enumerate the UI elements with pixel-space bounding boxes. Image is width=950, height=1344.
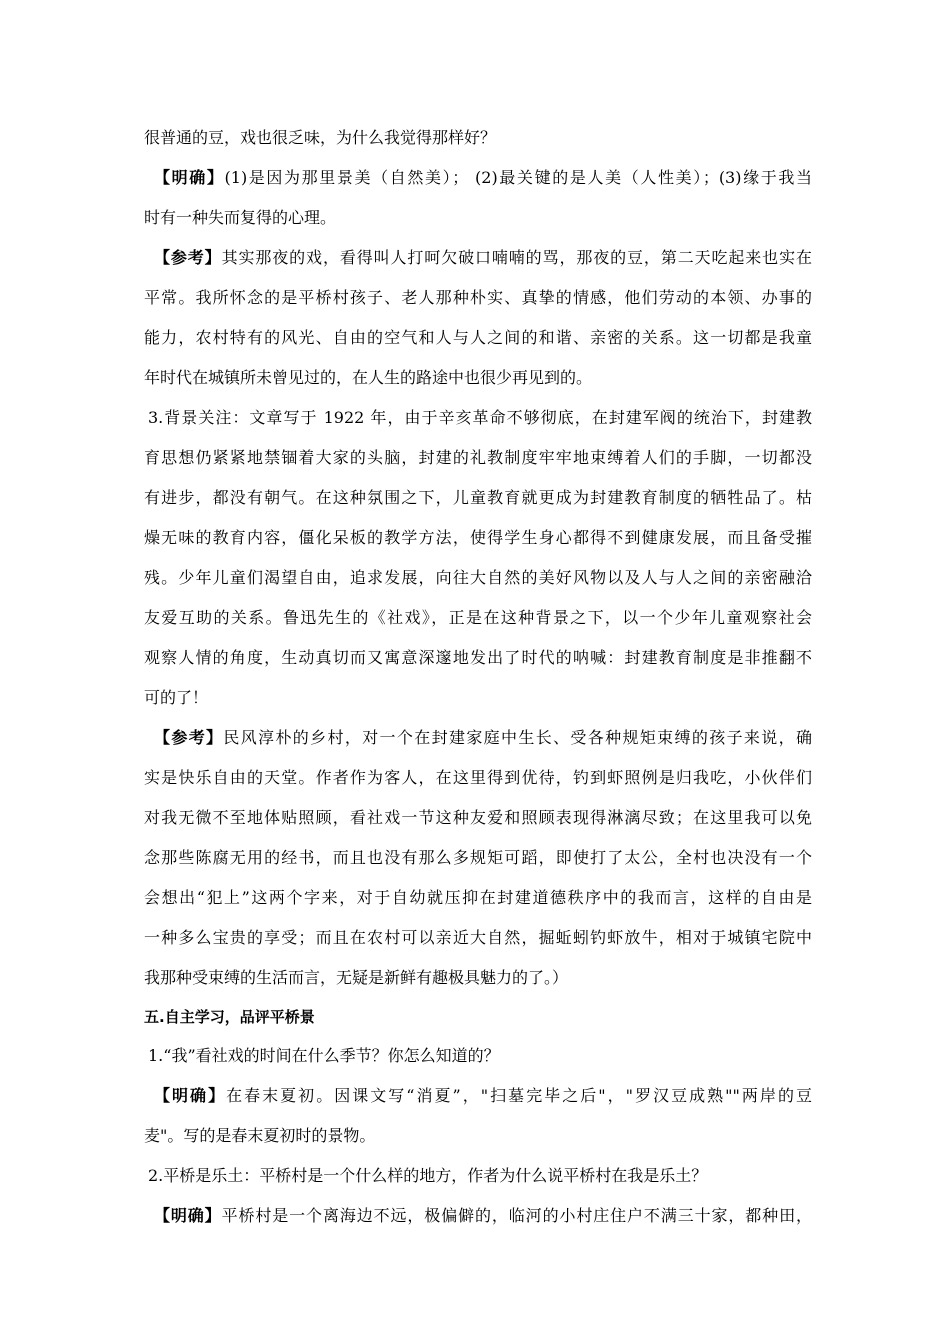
paragraph-line [144, 518, 812, 558]
text: 平桥村是一个离海边不远，极偏僻的，临河的小村庄住户不满三十家，都种田， [221, 1206, 812, 1225]
cankao-paragraph [144, 238, 812, 278]
paragraph-line [144, 638, 812, 678]
mingque-paragraph [144, 1196, 812, 1236]
paragraph-line [144, 918, 812, 958]
text: 育思想仍紧紧地禁锢着大家的头脑，封建的礼教制度牢牢地束缚着人们的手脚，一切都没 [144, 448, 812, 467]
cankao-tag: 【参考】 [154, 248, 222, 267]
text: (1)是因为那里景美（自然美）； (2)最关键的是人美（人性美）；(3)缘于我当 [224, 168, 812, 187]
text: 其实那夜的戏，看得叫人打呵欠破口喃喃的骂，那夜的豆，第二天吃起来也实在 [221, 248, 812, 267]
cankao-tag: 【参考】 [154, 728, 224, 747]
cankao-paragraph [144, 718, 812, 758]
paragraph-line [144, 1116, 812, 1156]
background-paragraph [144, 398, 812, 438]
paragraph-line [144, 558, 812, 598]
question-1 [144, 1036, 812, 1076]
paragraph-line [144, 278, 812, 318]
text: 民风淳朴的乡村，对一个在封建家庭中生长、受各种规矩束缚的孩子来说，确 [223, 728, 812, 747]
text: 观察人情的角度，生动真切而又寓意深邃地发出了时代的呐喊：封建教育制度是非推翻不 [144, 648, 812, 667]
text: 在春末夏初。因课文写“消夏”，"扫墓完毕之后"，"罗汉豆成熟""两岸的豆 [226, 1086, 812, 1105]
paragraph-line [144, 198, 812, 238]
text: 平常。我所怀念的是平桥村孩子、老人那种朴实、真挚的情感，他们劳动的本领、办事的 [144, 288, 812, 307]
text: 时有一种失而复得的心理。 [144, 208, 337, 227]
text: 残。少年儿童们渴望自由，追求发展，向往大自然的美好风物以及人与人之间的亲密融洽 [144, 568, 812, 587]
text: 有进步，都没有朝气。在这种氛围之下，儿童教育就更成为封建教育制度的牺牲品了。枯 [144, 488, 812, 507]
text: 3.背景关注：文章写于 1922 年，由于辛亥革命不够彻底，在封建军阀的统治下，封建教 [148, 408, 812, 427]
paragraph-line [144, 798, 812, 838]
text: 能力，农村特有的风光、自由的空气和人与人之间的和谐、亲密的关系。这一切都是我童 [144, 328, 812, 347]
mingque-tag: 【明确】 [154, 1206, 222, 1225]
text: 友爱互助的关系。鲁迅先生的《社戏》，正是在这种背景之下，以一个少年儿童观察社会 [144, 608, 812, 627]
text: 麦"。写的是春末夏初时的景物。 [144, 1126, 376, 1145]
paragraph-line [144, 838, 812, 878]
mingque-paragraph [144, 1076, 812, 1116]
paragraph-line [144, 678, 812, 718]
paragraph-line [144, 598, 812, 638]
paragraph-line [144, 358, 812, 398]
text: 1.“我”看社戏的时间在什么季节？你怎么知道的？ [148, 1046, 500, 1065]
paragraph-line [144, 438, 812, 478]
paragraph-line [144, 878, 812, 918]
mingque-tag: 【明确】 [154, 1086, 227, 1105]
document-page [144, 118, 812, 1236]
paragraph-line [144, 478, 812, 518]
mingque-tag: 【明确】 [154, 168, 225, 187]
text: 2.平桥是乐土：平桥村是一个什么样的地方，作者为什么说平桥村在我是乐土？ [148, 1166, 708, 1185]
text: 对我无微不至地体贴照顾，看社戏一节这种友爱和照顾表现得淋漓尽致；在这里我可以免 [144, 808, 812, 827]
text: 我那种受束缚的生活而言，无疑是新鲜有趣极具魅力的了。） [144, 968, 569, 987]
text: 念那些陈腐无用的经书，而且也没有那么多规矩可蹈，即使打了太公，全村也决没有一个 [144, 848, 812, 867]
text: 一种多么宝贵的享受；而且在农村可以亲近大自然，掘蚯蚓钓虾放牛，相对于城镇宅院中 [144, 928, 812, 947]
paragraph-line [144, 958, 812, 998]
question-2 [144, 1156, 812, 1196]
text: 实是快乐自由的天堂。作者作为客人，在这里得到优待，钓到虾照例是归我吃，小伙伴们 [144, 768, 812, 787]
text: 会想出“犯上”这两个字来，对于自幼就压抑在封建道德秩序中的我而言，这样的自由是 [144, 888, 812, 907]
text: 很普通的豆，戏也很乏味，为什么我觉得那样好？ [144, 128, 497, 147]
text: 可的了！ [144, 688, 209, 707]
text: 燥无味的教育内容，僵化呆板的教学方法，使得学生身心都得不到健康发展，而且备受摧 [144, 528, 812, 547]
heading-text: 五.自主学习，品评平桥景 [144, 1008, 315, 1026]
paragraph-line [144, 318, 812, 358]
text: 年时代在城镇所未曾见过的，在人生的路途中也很少再见到的。 [144, 368, 593, 387]
section-heading [144, 998, 812, 1036]
paragraph-line [144, 118, 812, 158]
paragraph-line [144, 758, 812, 798]
mingque-paragraph [144, 158, 812, 198]
